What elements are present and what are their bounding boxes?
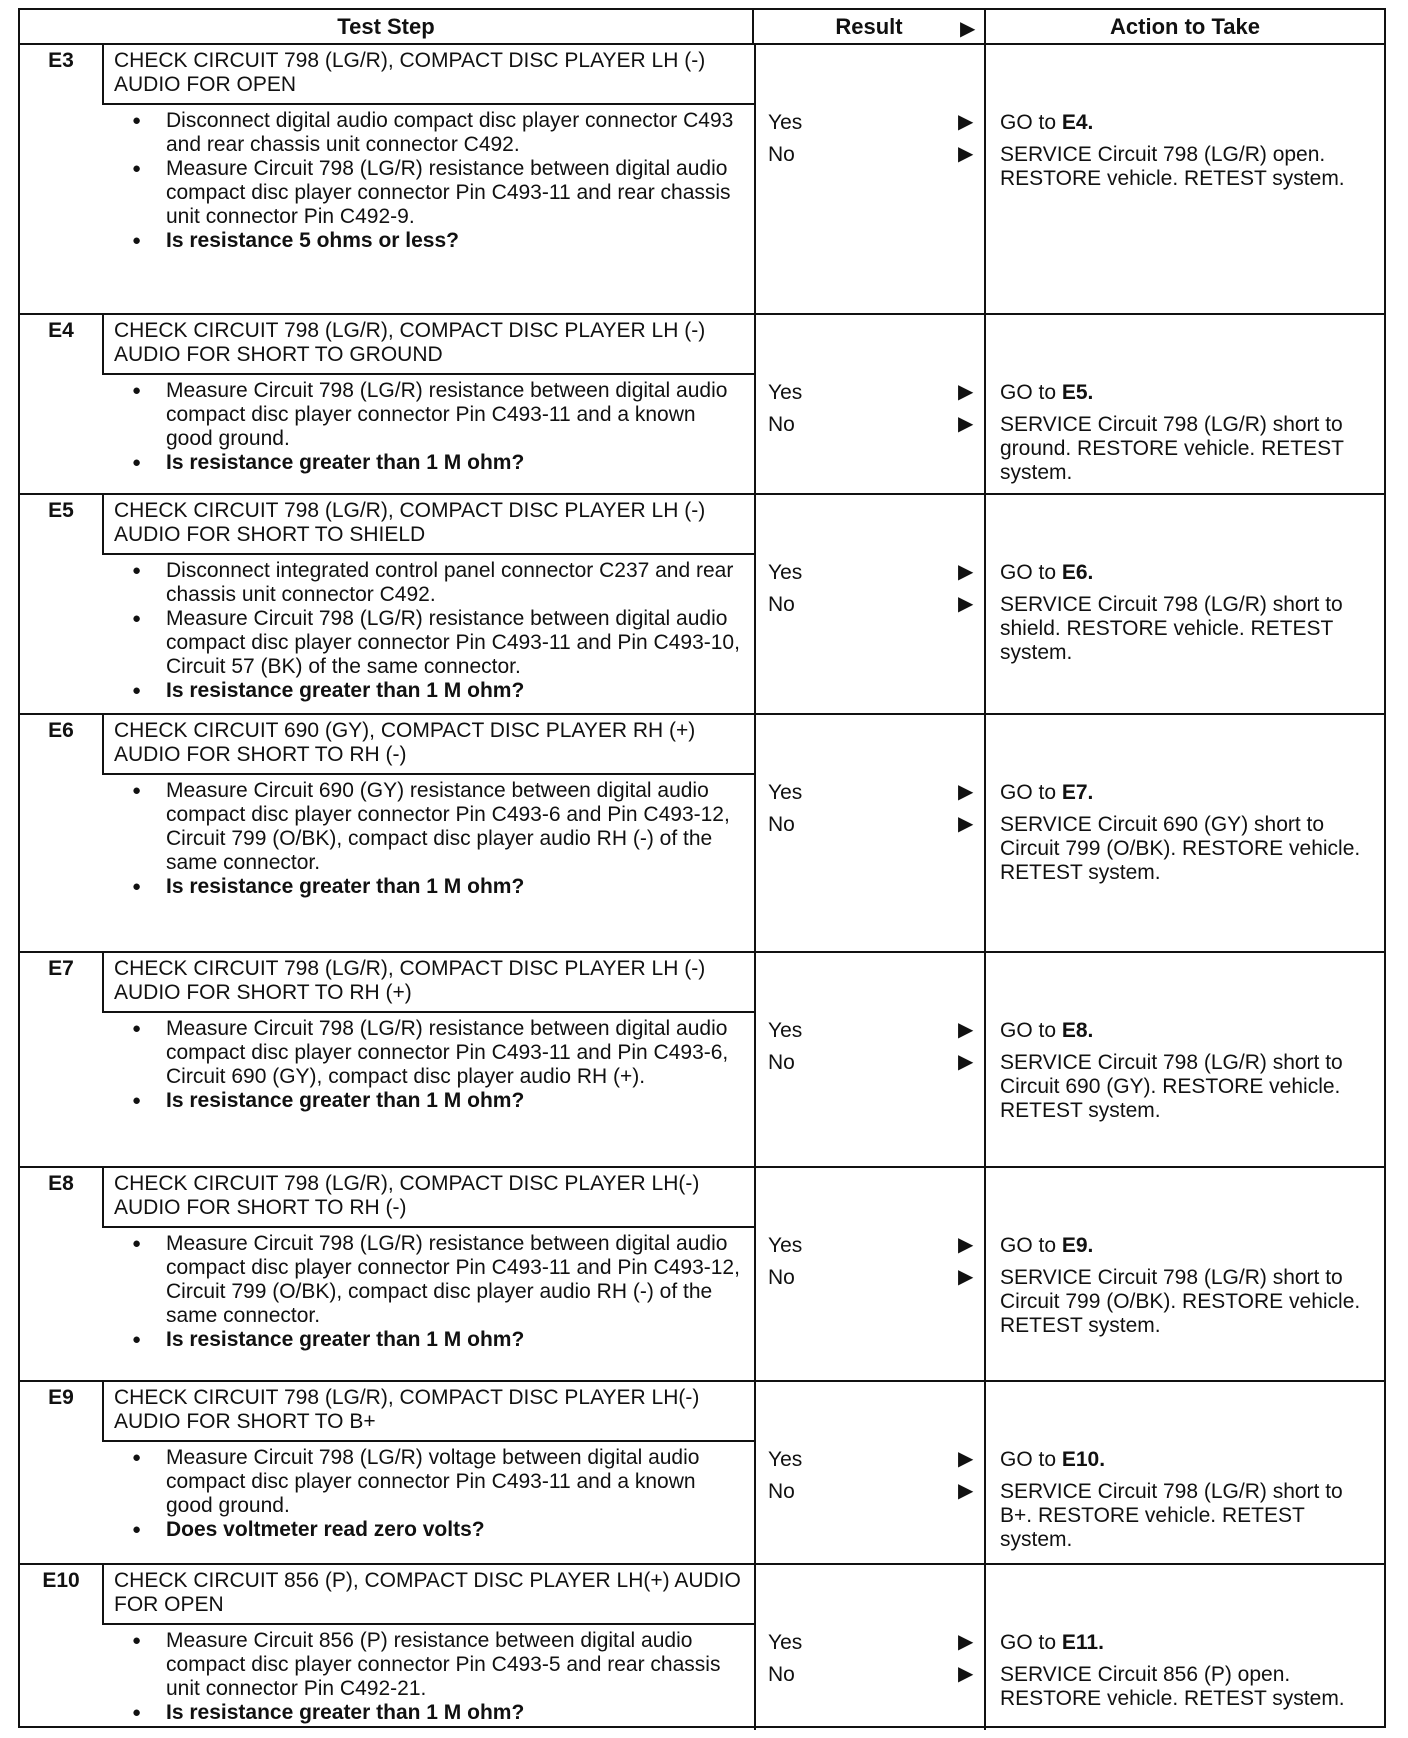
action-no: SERVICE Circuit 798 (LG/R) short to ground. RESTORE vehicle. RETEST system. (1000, 413, 1344, 484)
goto-prefix: GO to (1000, 781, 1062, 804)
action-yes (1000, 381, 1376, 405)
goto-prefix: GO to (1000, 1019, 1062, 1042)
goto-prefix: GO to (1000, 1448, 1062, 1471)
goto-prefix: GO to (1000, 1234, 1062, 1257)
step-question: ● Is resistance greater than 1 M ohm? (132, 875, 744, 899)
test-step-row (20, 1168, 1384, 1382)
step-question: ● Is resistance greater than 1 M ohm? (132, 1328, 744, 1352)
step-instructions (102, 1228, 754, 1380)
arrow-right-icon: ▶ (958, 381, 974, 403)
goto-target-link[interactable]: E9. (1061, 1234, 1094, 1257)
action-no: SERVICE Circuit 798 (LG/R) short to shield. RESTORE vehicle. RETEST system. (1000, 593, 1343, 664)
goto-target-link[interactable]: E10. (1061, 1448, 1106, 1471)
arrow-right-icon: ▶ (958, 561, 974, 583)
arrow-right-icon: ▶ (958, 111, 974, 133)
action-yes (1000, 1019, 1376, 1043)
step-instructions (102, 775, 754, 951)
result-no: No (768, 813, 795, 836)
action-yes (1000, 111, 1376, 135)
action-no: SERVICE Circuit 798 (LG/R) open. RESTORE vehicle. RETEST system. (1000, 143, 1345, 190)
result-yes: Yes (768, 1448, 803, 1471)
action-yes (1000, 561, 1376, 585)
action-cell (986, 495, 1384, 713)
step-title: CHECK CIRCUIT 690 (GY), COMPACT DISC PLAYER RH (+) AUDIO FOR SHORT TO RH (-) (102, 715, 754, 775)
action-yes (1000, 781, 1376, 805)
result-cell (754, 1565, 986, 1730)
test-step-row (20, 953, 1384, 1168)
test-step-row (20, 1565, 1384, 1730)
action-yes (1000, 1448, 1376, 1472)
step-question: ● Is resistance greater than 1 M ohm? (132, 451, 744, 475)
goto-prefix: GO to (1000, 561, 1062, 584)
instruction-bullet: ● Measure Circuit 798 (LG/R) resistance between digital audio compact disc player connector Pin C493-11 and Pin C493-12, Circuit 799 (O/BK), compact disc player audio RH (-) of the same connector. (132, 1232, 744, 1328)
goto-target-link[interactable]: E8. (1061, 1019, 1094, 1042)
result-yes: Yes (768, 1019, 803, 1042)
result-cell (754, 1168, 986, 1380)
instruction-bullet: ● Disconnect integrated control panel connector C237 and rear chassis unit connector C492. (132, 559, 744, 607)
step-instructions (102, 1625, 754, 1730)
arrow-right-icon: ▶ (958, 781, 974, 803)
result-no: No (768, 1663, 795, 1686)
arrow-right-icon: ▶ (958, 1019, 974, 1041)
step-question: ● Is resistance greater than 1 M ohm? (132, 679, 744, 703)
step-id: E7 (48, 957, 74, 980)
instruction-bullet: ● Measure Circuit 690 (GY) resistance between digital audio compact disc player connector Pin C493-6 and Pin C493-12, Circuit 799 (O/BK), compact disc player audio RH (-) of the same connector. (132, 779, 744, 875)
goto-prefix: GO to (1000, 381, 1062, 404)
step-id: E9 (48, 1386, 74, 1409)
arrow-right-icon: ▶ (958, 143, 974, 165)
result-yes: Yes (768, 781, 803, 804)
action-no: SERVICE Circuit 798 (LG/R) short to Circuit 690 (GY). RESTORE vehicle. RETEST system. (1000, 1051, 1343, 1122)
arrow-right-icon: ▶ (958, 1480, 974, 1502)
goto-target-link[interactable]: E11. (1061, 1631, 1104, 1654)
step-question: ● Is resistance greater than 1 M ohm? (132, 1701, 744, 1725)
step-instructions (102, 1013, 754, 1166)
result-no: No (768, 1266, 795, 1289)
action-yes (1000, 1234, 1376, 1258)
step-id: E10 (42, 1569, 80, 1592)
action-cell (986, 315, 1384, 493)
step-title: CHECK CIRCUIT 856 (P), COMPACT DISC PLAYER LH(+) AUDIO FOR OPEN (102, 1565, 754, 1625)
test-step-row (20, 315, 1384, 495)
arrow-right-icon: ▶ (958, 593, 974, 615)
arrow-right-icon: ▶ (958, 1234, 974, 1256)
result-cell (754, 45, 986, 313)
goto-target-link[interactable]: E4. (1061, 111, 1094, 134)
arrow-right-icon: ▶ (958, 1051, 974, 1073)
test-step-row (20, 715, 1384, 953)
test-step-row (20, 1382, 1384, 1565)
step-question: ● Is resistance greater than 1 M ohm? (132, 1089, 744, 1113)
step-title: CHECK CIRCUIT 798 (LG/R), COMPACT DISC PLAYER LH (-) AUDIO FOR SHORT TO SHIELD (102, 495, 754, 555)
instruction-bullet: ● Measure Circuit 856 (P) resistance between digital audio compact disc player connector Pin C493-5 and rear chassis unit connector Pin C492-21. (132, 1629, 744, 1701)
result-no: No (768, 143, 795, 166)
action-no: SERVICE Circuit 798 (LG/R) short to Circuit 799 (O/BK). RESTORE vehicle. RETEST system. (1000, 1266, 1361, 1337)
step-instructions (102, 555, 754, 713)
result-no: No (768, 413, 795, 436)
result-cell (754, 953, 986, 1166)
step-question: ● Is resistance 5 ohms or less? (132, 229, 744, 253)
step-title: CHECK CIRCUIT 798 (LG/R), COMPACT DISC PLAYER LH (-) AUDIO FOR OPEN (102, 45, 754, 105)
action-cell (986, 45, 1384, 313)
arrow-right-icon: ▶ (958, 1631, 974, 1653)
step-id: E3 (48, 49, 74, 72)
action-cell (986, 715, 1384, 951)
step-title: CHECK CIRCUIT 798 (LG/R), COMPACT DISC PLAYER LH (-) AUDIO FOR SHORT TO GROUND (102, 315, 754, 375)
result-yes: Yes (768, 1234, 803, 1257)
test-step-row (20, 45, 1384, 315)
result-cell (754, 1382, 986, 1563)
arrow-right-icon: ▶ (958, 1663, 974, 1685)
step-id: E6 (48, 719, 74, 742)
instruction-bullet: ● Measure Circuit 798 (LG/R) resistance between digital audio compact disc player connector Pin C493-11 and Pin C493-6, Circuit 690 (GY), compact disc player audio RH (+). (132, 1017, 744, 1089)
arrow-right-icon: ▶ (958, 813, 974, 835)
arrow-right-icon: ▶ (958, 413, 974, 435)
result-yes: Yes (768, 381, 803, 404)
result-cell (754, 715, 986, 951)
goto-target-link[interactable]: E7. (1061, 781, 1094, 804)
action-no: SERVICE Circuit 798 (LG/R) short to B+. RESTORE vehicle. RETEST system. (1000, 1480, 1343, 1551)
arrow-right-icon: ▶ (958, 1266, 974, 1288)
action-no: SERVICE Circuit 856 (P) open. RESTORE vehicle. RETEST system. (1000, 1663, 1345, 1710)
step-instructions (102, 1442, 754, 1563)
step-title: CHECK CIRCUIT 798 (LG/R), COMPACT DISC PLAYER LH(-) AUDIO FOR SHORT TO RH (-) (102, 1168, 754, 1228)
result-yes: Yes (768, 561, 803, 584)
goto-target-link[interactable]: E6. (1061, 561, 1094, 584)
goto-prefix: GO to (1000, 111, 1062, 134)
step-title: CHECK CIRCUIT 798 (LG/R), COMPACT DISC PLAYER LH(-) AUDIO FOR SHORT TO B+ (102, 1382, 754, 1442)
header-action: Action to Take (1110, 14, 1260, 39)
step-question: ● Does voltmeter read zero volts? (132, 1518, 744, 1542)
goto-prefix: GO to (1000, 1631, 1062, 1654)
result-cell (754, 315, 986, 493)
result-no: No (768, 1051, 795, 1074)
action-yes (1000, 1631, 1376, 1655)
step-id: E5 (48, 499, 74, 522)
instruction-bullet: ● Disconnect digital audio compact disc player connector C493 and rear chassis unit connector C492. (132, 109, 744, 157)
result-yes: Yes (768, 111, 803, 134)
test-step-row (20, 495, 1384, 715)
action-no: SERVICE Circuit 690 (GY) short to Circuit 799 (O/BK). RESTORE vehicle. RETEST system. (1000, 813, 1361, 884)
arrow-right-icon: ▶ (958, 1448, 974, 1470)
header-test-step: Test Step (20, 10, 754, 43)
step-instructions (102, 105, 754, 313)
instruction-bullet: ● Measure Circuit 798 (LG/R) resistance between digital audio compact disc player connector Pin C493-11 and a known good ground. (132, 379, 744, 451)
action-cell (986, 1382, 1384, 1563)
action-cell (986, 1168, 1384, 1380)
goto-target-link[interactable]: E5. (1061, 381, 1094, 404)
header-arrow-icon: ▶ (960, 18, 976, 40)
diagnostic-table (18, 8, 1386, 1728)
step-id: E8 (48, 1172, 74, 1195)
instruction-bullet: ● Measure Circuit 798 (LG/R) resistance between digital audio compact disc player connector Pin C493-11 and Pin C493-10, Circuit 57 (BK) of the same connector. (132, 607, 744, 679)
instruction-bullet: ● Measure Circuit 798 (LG/R) resistance between digital audio compact disc player connector Pin C493-11 and rear chassis unit connector Pin C492-9. (132, 157, 744, 229)
step-id: E4 (48, 319, 74, 342)
result-no: No (768, 593, 795, 616)
action-cell (986, 953, 1384, 1166)
action-cell (986, 1565, 1384, 1730)
result-cell (754, 495, 986, 713)
step-instructions (102, 375, 754, 493)
result-yes: Yes (768, 1631, 803, 1654)
header-result: Result (754, 10, 986, 43)
step-title: CHECK CIRCUIT 798 (LG/R), COMPACT DISC PLAYER LH (-) AUDIO FOR SHORT TO RH (+) (102, 953, 754, 1013)
instruction-bullet: ● Measure Circuit 798 (LG/R) voltage between digital audio compact disc player connector Pin C493-11 and a known good ground. (132, 1446, 744, 1518)
result-no: No (768, 1480, 795, 1503)
table-header (20, 10, 1384, 45)
